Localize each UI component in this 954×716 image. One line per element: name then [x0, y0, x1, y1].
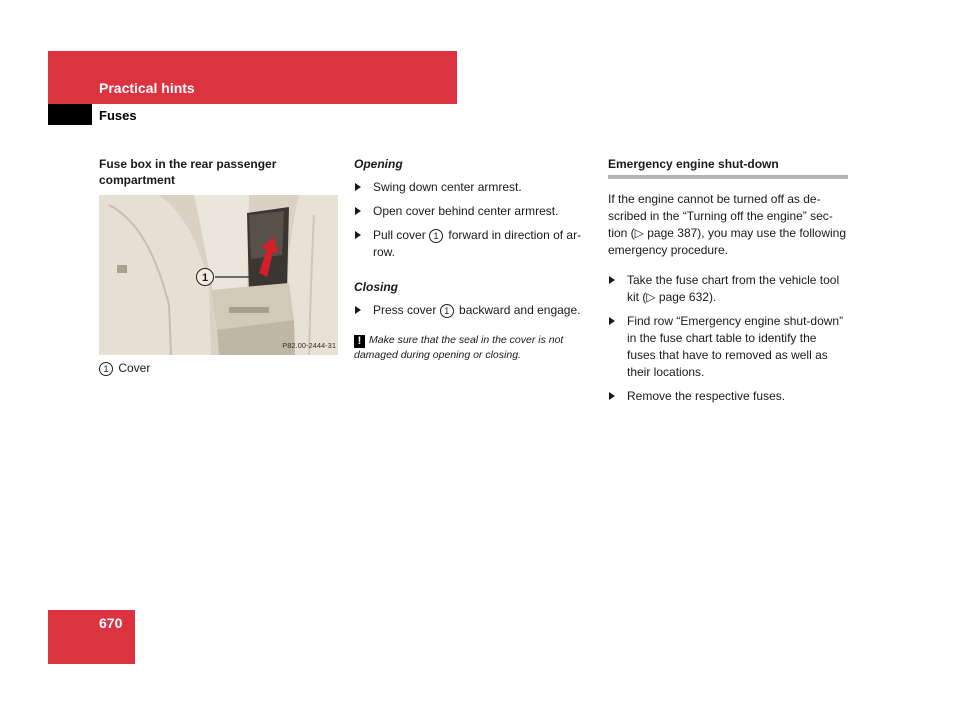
bullet-arrow-icon [355, 207, 361, 215]
step-text: Remove the respective fuses. [627, 389, 786, 403]
list-item [608, 272, 848, 306]
warning-text: Make sure that the seal in the cover is not damaged during opening or closing. [354, 334, 564, 361]
step-text-after: backward and engage. [459, 303, 581, 317]
opening-steps [354, 179, 594, 261]
step-number: 1 [440, 304, 454, 318]
list-item [354, 179, 594, 196]
bullet-arrow-icon [609, 276, 615, 284]
warning-note [354, 333, 594, 363]
list-item [608, 313, 848, 381]
header-band [48, 51, 457, 104]
bullet-arrow-icon [609, 392, 615, 400]
exclamation-icon: ! [354, 335, 365, 348]
emergency-heading: Emergency engine shut-down [608, 156, 848, 179]
list-item [354, 302, 594, 319]
opening-heading: Opening [354, 157, 403, 171]
photo-reference-code: P82.00-2444-31 [282, 341, 336, 350]
bullet-arrow-icon [355, 183, 361, 191]
rear-armrest-photo [99, 195, 338, 355]
step-text: Take the fuse chart from the vehicle tool kit (▷ page 632). [627, 273, 840, 304]
bullet-arrow-icon [355, 306, 361, 314]
list-item [354, 203, 594, 220]
callout-cover-marker: 1 [196, 268, 214, 286]
emergency-intro: If the engine cannot be turned off as de-scribed in the “Turning off the engine” sec-tion (▷ page 387), you may use the following emergency procedure. [608, 192, 847, 257]
closing-steps [354, 302, 594, 319]
column-emergency-shutdown [608, 156, 848, 412]
bullet-arrow-icon [355, 231, 361, 239]
step-text: Find row “Emergency engine shut-down” in the fuse chart table to identify the fuses that have to removed as well as their locations. [627, 314, 844, 379]
closing-heading: Closing [354, 280, 398, 294]
fuse-box-heading: Fuse box in the rear passenger compartment [99, 157, 277, 187]
section-title: Practical hints [99, 80, 195, 96]
step-text-after: forward in direction of ar-row. [373, 228, 582, 259]
photo-caption [99, 360, 339, 377]
column-fuse-box [99, 156, 339, 377]
list-item [608, 388, 848, 405]
step-text-before: Pull cover [373, 228, 426, 242]
list-item [354, 227, 594, 261]
bullet-arrow-icon [609, 317, 615, 325]
step-text: Swing down center armrest. [373, 180, 522, 194]
column-opening-closing [354, 156, 594, 363]
step-text-before: Press cover [373, 303, 437, 317]
emergency-steps [608, 272, 848, 405]
caption-text: Cover [118, 361, 151, 375]
subsection-title: Fuses [99, 108, 137, 123]
caption-number: 1 [99, 362, 113, 376]
section-tab-marker [48, 104, 92, 125]
step-text: Open cover behind center armrest. [373, 204, 559, 218]
step-number: 1 [429, 229, 443, 243]
page-number: 670 [99, 615, 123, 631]
armrest-illustration [99, 195, 338, 355]
